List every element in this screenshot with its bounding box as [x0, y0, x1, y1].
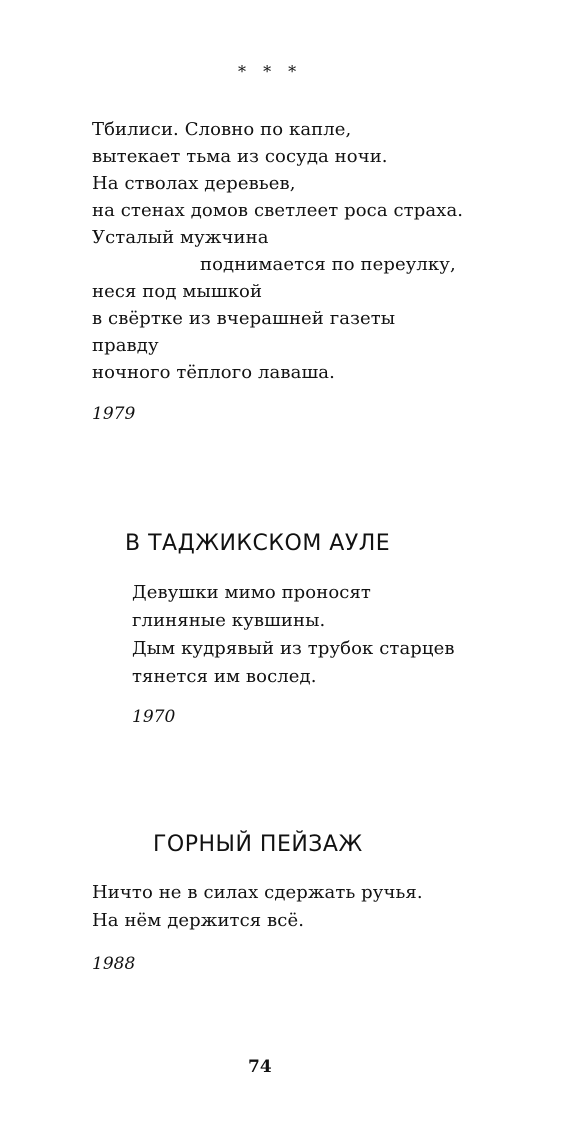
poem-1-year: 1979: [92, 404, 136, 424]
poem-3-line-2: На нём держится всё.: [92, 910, 305, 931]
poem-2-line-3: Дым кудрявый из трубок старцев: [132, 638, 455, 659]
poem-1-line-3: На стволах деревьев,: [92, 173, 296, 194]
poem-1-line-7: неся под мышкой: [92, 281, 263, 302]
poem-1-line-2: вытекает тьма из сосуда ночи.: [92, 146, 388, 167]
poem-1-line-8: в свёртке из вчерашней газеты: [92, 308, 396, 329]
poem-1-heading: * * *: [238, 62, 303, 81]
poem-2-year: 1970: [132, 707, 176, 727]
poem-2-line-2: глиняные кувшины.: [132, 610, 326, 631]
poem-3-line-1: Ничто не в силах сдержать ручья.: [92, 882, 423, 903]
poem-2-line-1: Девушки мимо проносят: [132, 582, 371, 603]
poem-1-line-5: Усталый мужчина: [92, 227, 269, 248]
poem-1-line-1: Тбилиси. Словно по капле,: [92, 119, 352, 140]
poem-1-line-4: на стенах домов светлеет роса страха.: [92, 200, 464, 221]
poem-2-title: В ТАДЖИКСКОМ АУЛЕ: [125, 531, 391, 556]
poem-1-line-9: правду: [92, 335, 159, 356]
page-number: 74: [248, 1057, 272, 1077]
poem-1-line-10: ночного тёплого лаваша.: [92, 362, 335, 383]
poem-3-year: 1988: [92, 954, 136, 974]
poem-3-title: ГОРНЫЙ ПЕЙЗАЖ: [153, 832, 363, 857]
poem-2-line-4: тянется им вослед.: [132, 666, 317, 687]
poem-1-line-6: поднимается по переулку,: [200, 254, 456, 275]
